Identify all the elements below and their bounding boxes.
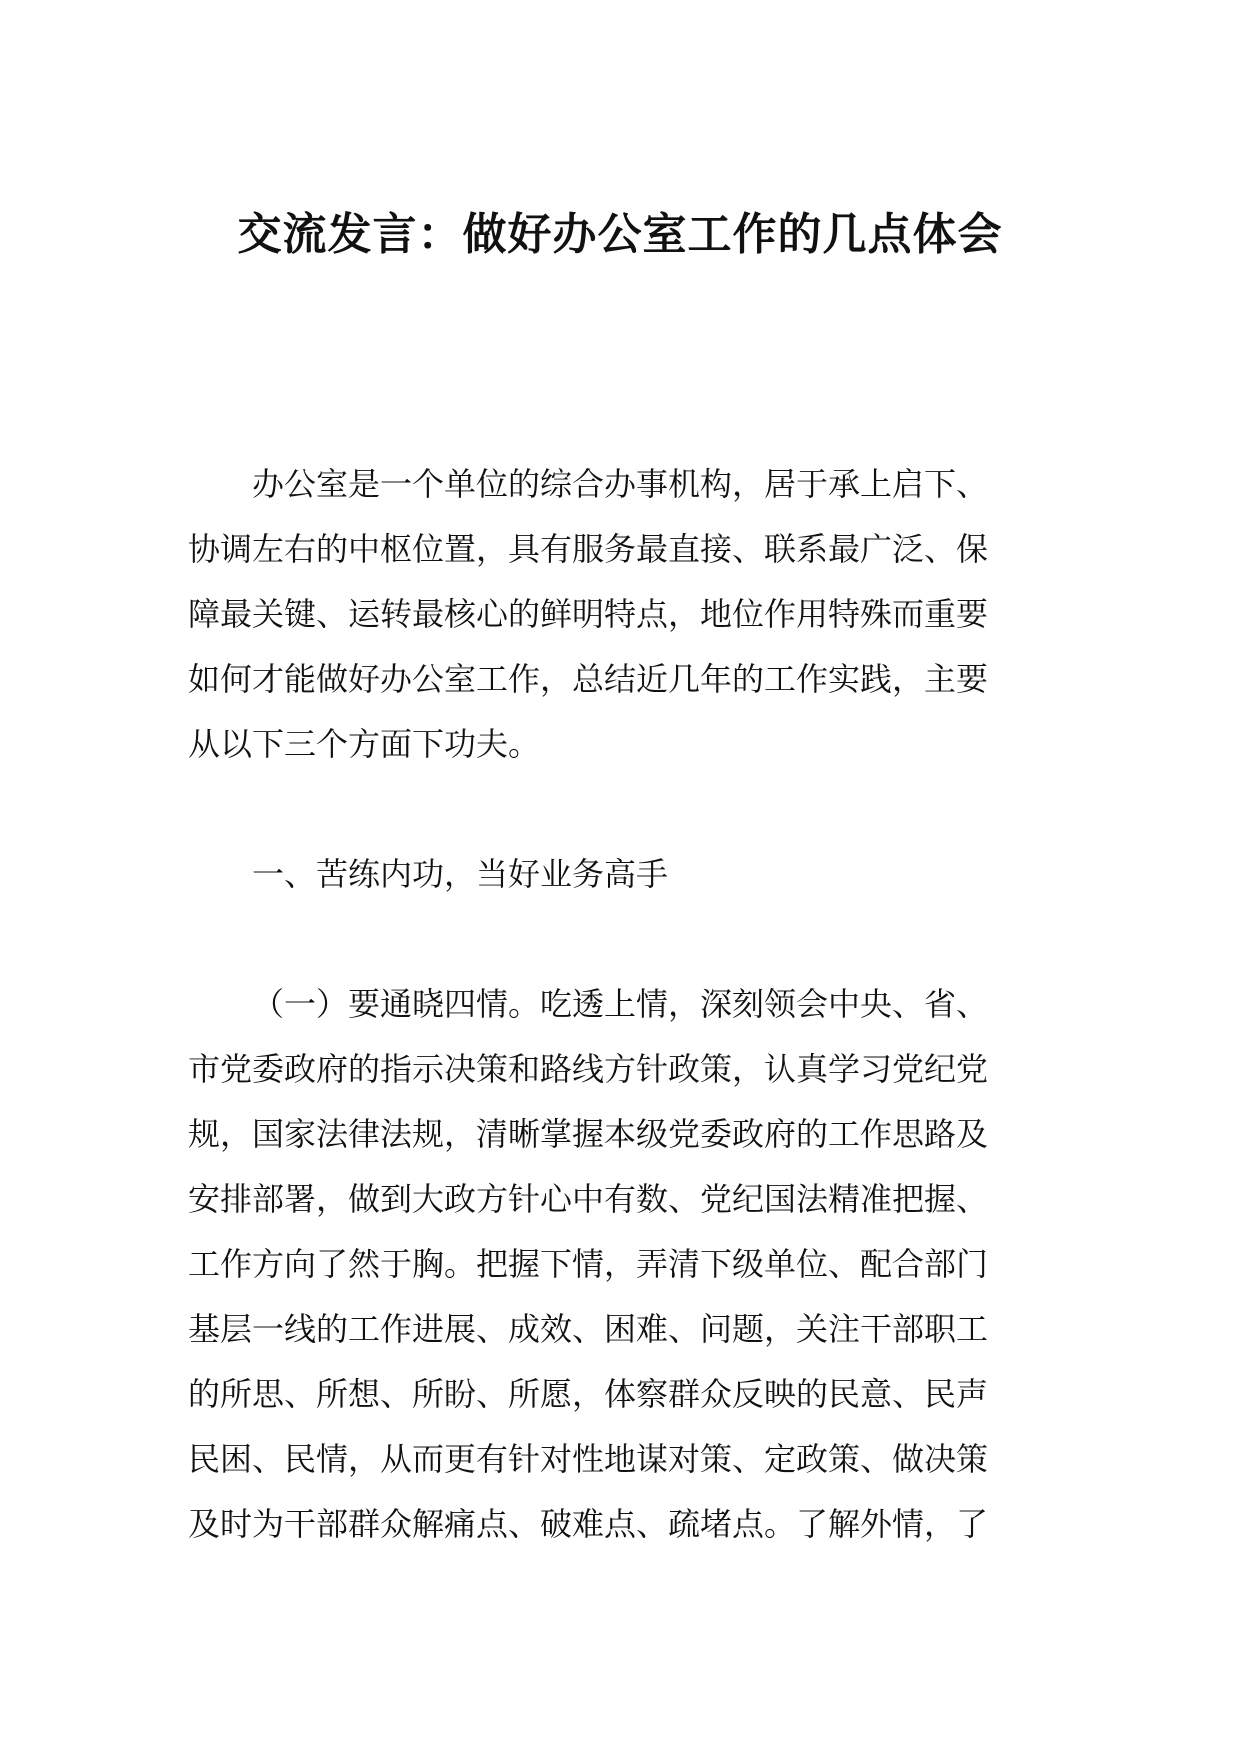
- subsection-line-6: 基层一线的工作进展、成效、困难、问题，关注干部职工: [188, 1310, 989, 1348]
- intro-line-1: 办公室是一个单位的综合办事机构，居于承上启下、: [252, 465, 989, 503]
- subsection-line-9: 及时为干部群众解痛点、破难点、疏堵点。了解外情，了: [188, 1505, 989, 1543]
- subsection-line-5: 工作方向了然于胸。把握下情，弄清下级单位、配合部门: [188, 1245, 989, 1283]
- intro-line-2: 协调左右的中枢位置，具有服务最直接、联系最广泛、保: [188, 530, 989, 568]
- subsection-line-1: （一）要通晓四情。吃透上情，深刻领会中央、省、: [252, 985, 989, 1023]
- subsection-line-3: 规，国家法律法规，清晰掌握本级党委政府的工作思路及: [188, 1115, 989, 1153]
- subsection-line-8: 民困、民情，从而更有针对性地谋对策、定政策、做决策: [188, 1440, 989, 1478]
- subsection-line-7: 的所思、所想、所盼、所愿，体察群众反映的民意、民声: [188, 1375, 989, 1413]
- section-heading: 一、苦练内功，当好业务高手: [252, 855, 669, 893]
- intro-line-4: 如何才能做好办公室工作，总结近几年的工作实践，主要: [188, 660, 989, 698]
- intro-line-5: 从以下三个方面下功夫。: [188, 725, 541, 763]
- intro-line-3: 障最关键、运转最核心的鲜明特点，地位作用特殊而重要: [188, 595, 989, 633]
- subsection-line-4: 安排部署，做到大政方针心中有数、党纪国法精准把握、: [188, 1180, 989, 1218]
- subsection-line-2: 市党委政府的指示决策和路线方针政策，认真学习党纪党: [188, 1050, 989, 1088]
- document-title: 交流发言：做好办公室工作的几点体会: [237, 209, 1003, 260]
